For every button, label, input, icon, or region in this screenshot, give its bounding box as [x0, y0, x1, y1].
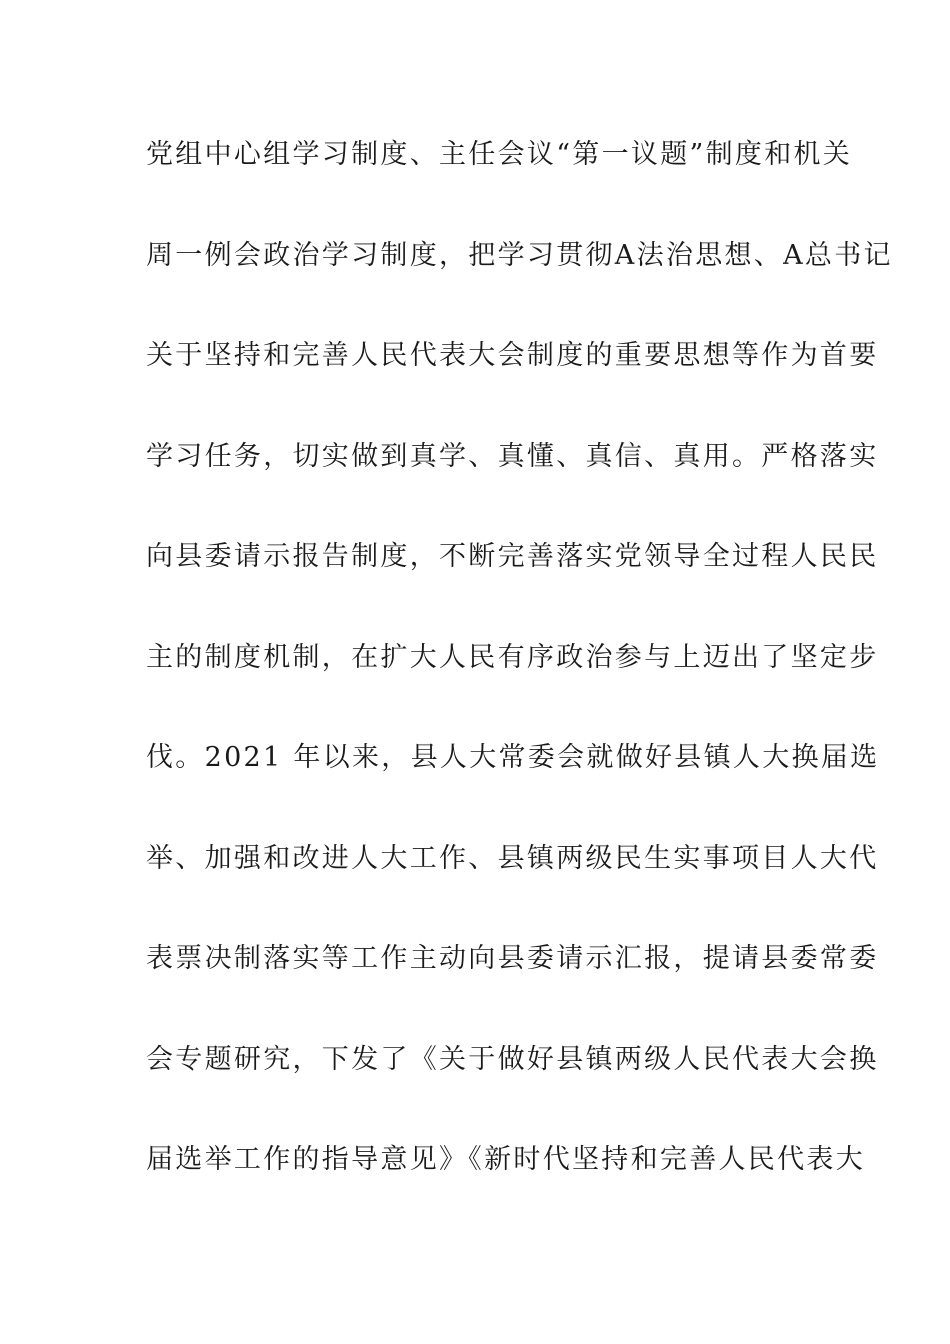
body-text	[146, 130, 893, 1236]
text-line: 举、加强和改进人大工作、县镇两级民生实事项目人大代	[146, 842, 879, 874]
text-line: 向县委请示报告制度，不断完善落实党领导全过程人民民	[146, 541, 879, 572]
text-line: 党组中心组学习制度、主任会议“第一议题”制度和机关	[146, 139, 853, 170]
text-line: 届选举工作的指导意见》《新时代坚持和完善人民代表大	[146, 1144, 865, 1175]
text-line: 伐。2021 年以来，县人大常委会就做好县镇人大换届选	[146, 742, 880, 773]
text-line: 学习任务，切实做到真学、真懂、真信、真用。严格落实	[146, 440, 879, 472]
text-line: 会专题研究，下发了《关于做好县镇两级人民代表大会换	[146, 1043, 879, 1075]
text-line: 关于坚持和完善人民代表大会制度的重要思想等作为首要	[146, 340, 879, 371]
text-line: 表票决制落实等工作主动向县委请示汇报，提请县委常委	[146, 943, 879, 974]
text-line: 周一例会政治学习制度，把学习贯彻A法治思想、A总书记	[146, 239, 893, 271]
text-line: 主的制度机制，在扩大人民有序政治参与上迈出了坚定步	[146, 641, 879, 673]
